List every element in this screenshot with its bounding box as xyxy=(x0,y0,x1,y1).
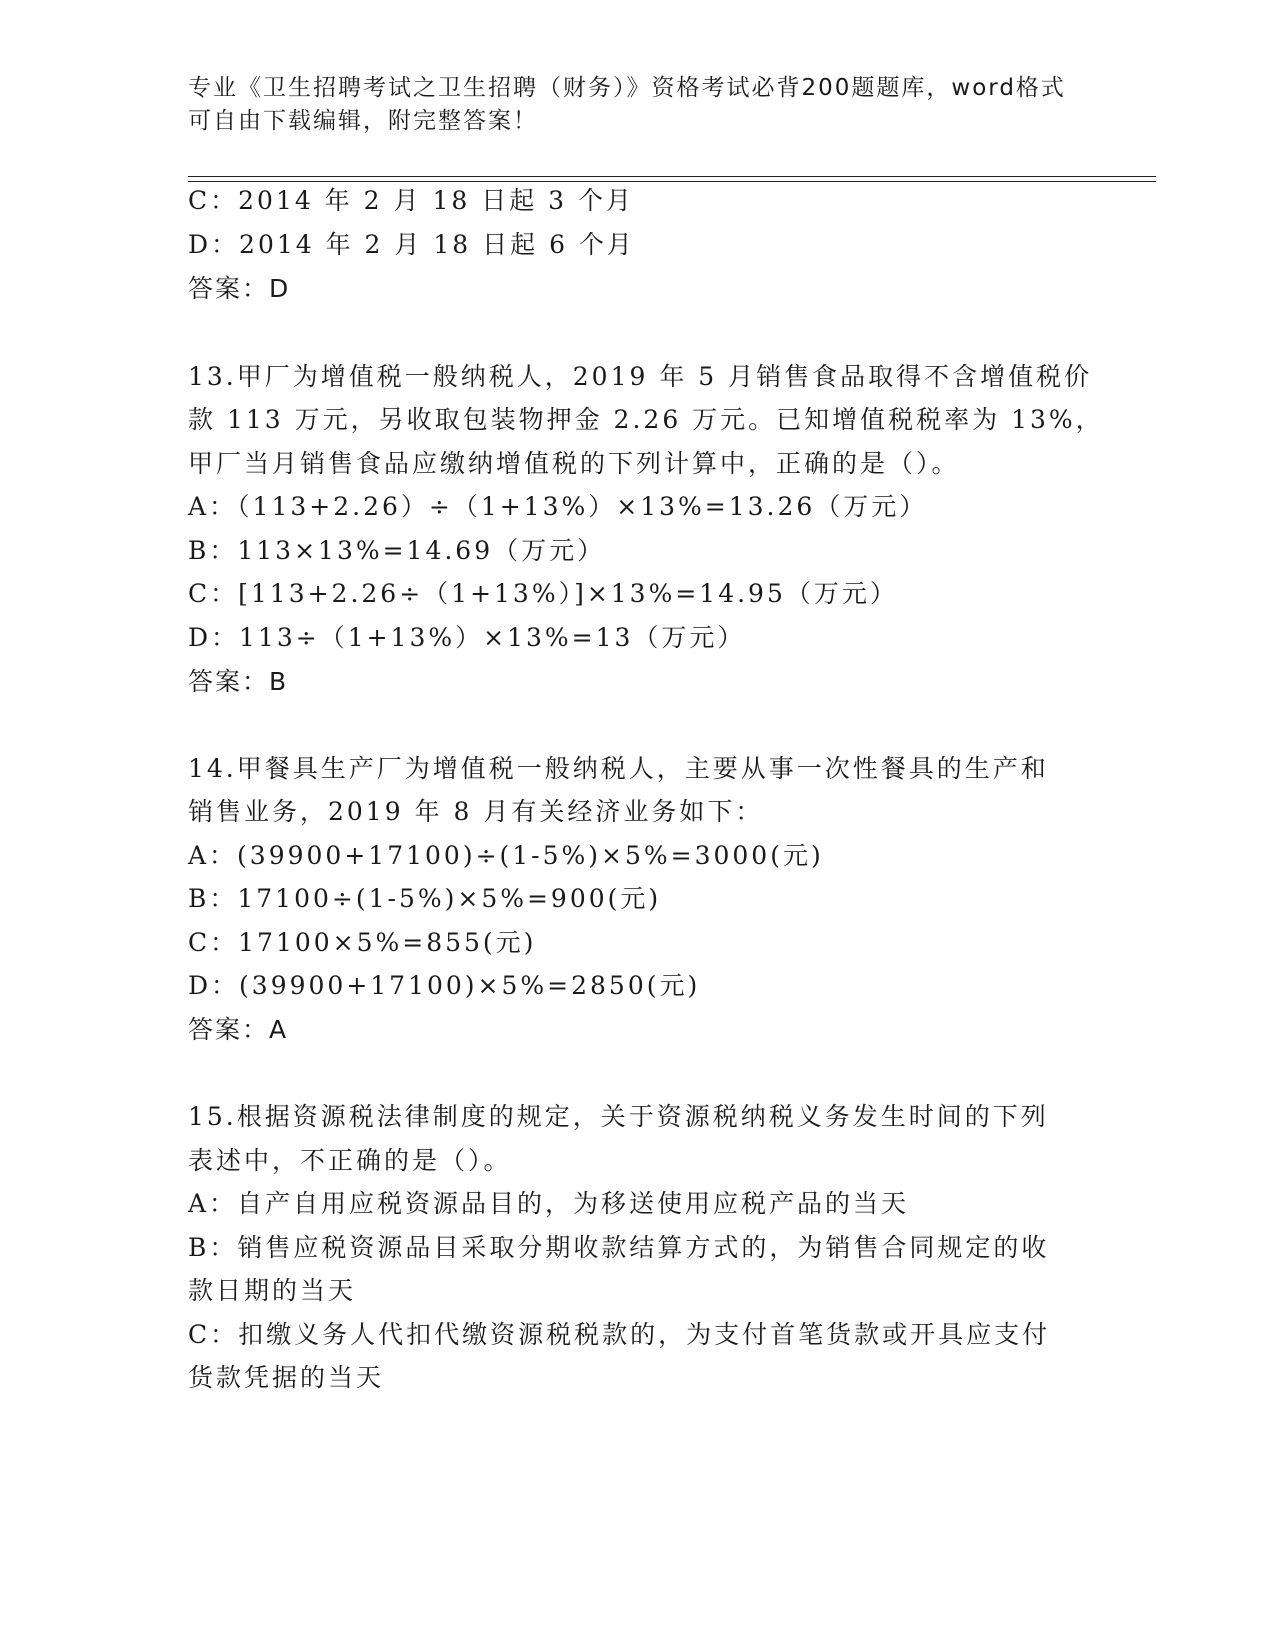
q15-option-c-line-1: C：扣缴义务人代扣代缴资源税税款的，为支付首笔货款或开具应支付 xyxy=(188,1320,1051,1349)
header-rule-top xyxy=(188,176,1156,177)
q14-answer: 答案：A xyxy=(188,1015,289,1044)
q14-option-b: B：17100÷(1-5%)×5%=900(元) xyxy=(188,884,662,913)
q13-option-b: B：113×13%=14.69（万元） xyxy=(188,536,606,565)
q13-option-c: C：[113+2.26÷（1+13%）]×13%=14.95（万元） xyxy=(188,579,898,608)
q14-option-a: A：(39900+17100)÷(1-5%)×5%=3000(元) xyxy=(188,841,824,870)
header-line-1: 专业《卫生招聘考试之卫生招聘（财务）》资格考试必背200题题库，word格式 xyxy=(188,75,1066,101)
q15-option-a: A：自产自用应税资源品目的，为移送使用应税产品的当天 xyxy=(188,1189,910,1218)
q14-stem-line-2: 销售业务，2019 年 8 月有关经济业务如下： xyxy=(188,797,764,826)
q14-option-c: C：17100×5%=855(元) xyxy=(188,928,537,957)
q15-option-b-line-1: B：销售应税资源品目采取分期收款结算方式的，为销售合同规定的收 xyxy=(188,1233,1050,1262)
q12-option-d: D：2014 年 2 月 18 日起 6 个月 xyxy=(188,230,635,259)
q13-option-a: A：（113+2.26）÷（1+13%）×13%=13.26（万元） xyxy=(188,492,928,521)
q12-answer: 答案：D xyxy=(188,274,291,303)
q13-stem-line-1: 13.甲厂为增值税一般纳税人，2019 年 5 月销售食品取得不含增值税价 xyxy=(188,362,1093,391)
q15-option-c-line-2: 货款凭据的当天 xyxy=(188,1363,385,1392)
q13-stem-line-3: 甲厂当月销售食品应缴纳增值税的下列计算中，正确的是（）。 xyxy=(188,449,960,478)
q12-option-c: C：2014 年 2 月 18 日起 3 个月 xyxy=(188,186,635,215)
header-line-2: 可自由下载编辑，附完整答案！ xyxy=(188,108,538,134)
q13-answer: 答案：B xyxy=(188,667,289,696)
q13-option-d: D：113÷（1+13%）×13%=13（万元） xyxy=(188,623,746,652)
q14-stem-line-1: 14.甲餐具生产厂为增值税一般纳税人，主要从事一次性餐具的生产和 xyxy=(188,754,1049,783)
q15-stem-line-1: 15.根据资源税法律制度的规定，关于资源税纳税义务发生时间的下列 xyxy=(188,1102,1049,1131)
q15-stem-line-2: 表述中，不正确的是（）。 xyxy=(188,1146,512,1175)
q13-stem-line-2: 款 113 万元，另收取包装物押金 2.26 万元。已知增值税税率为 13%， xyxy=(188,405,1104,434)
q15-option-b-line-2: 款日期的当天 xyxy=(188,1276,357,1305)
header-rule-bottom xyxy=(188,181,1156,182)
document-header xyxy=(188,72,1088,138)
q14-option-d: D：(39900+17100)×5%=2850(元) xyxy=(188,971,701,1000)
